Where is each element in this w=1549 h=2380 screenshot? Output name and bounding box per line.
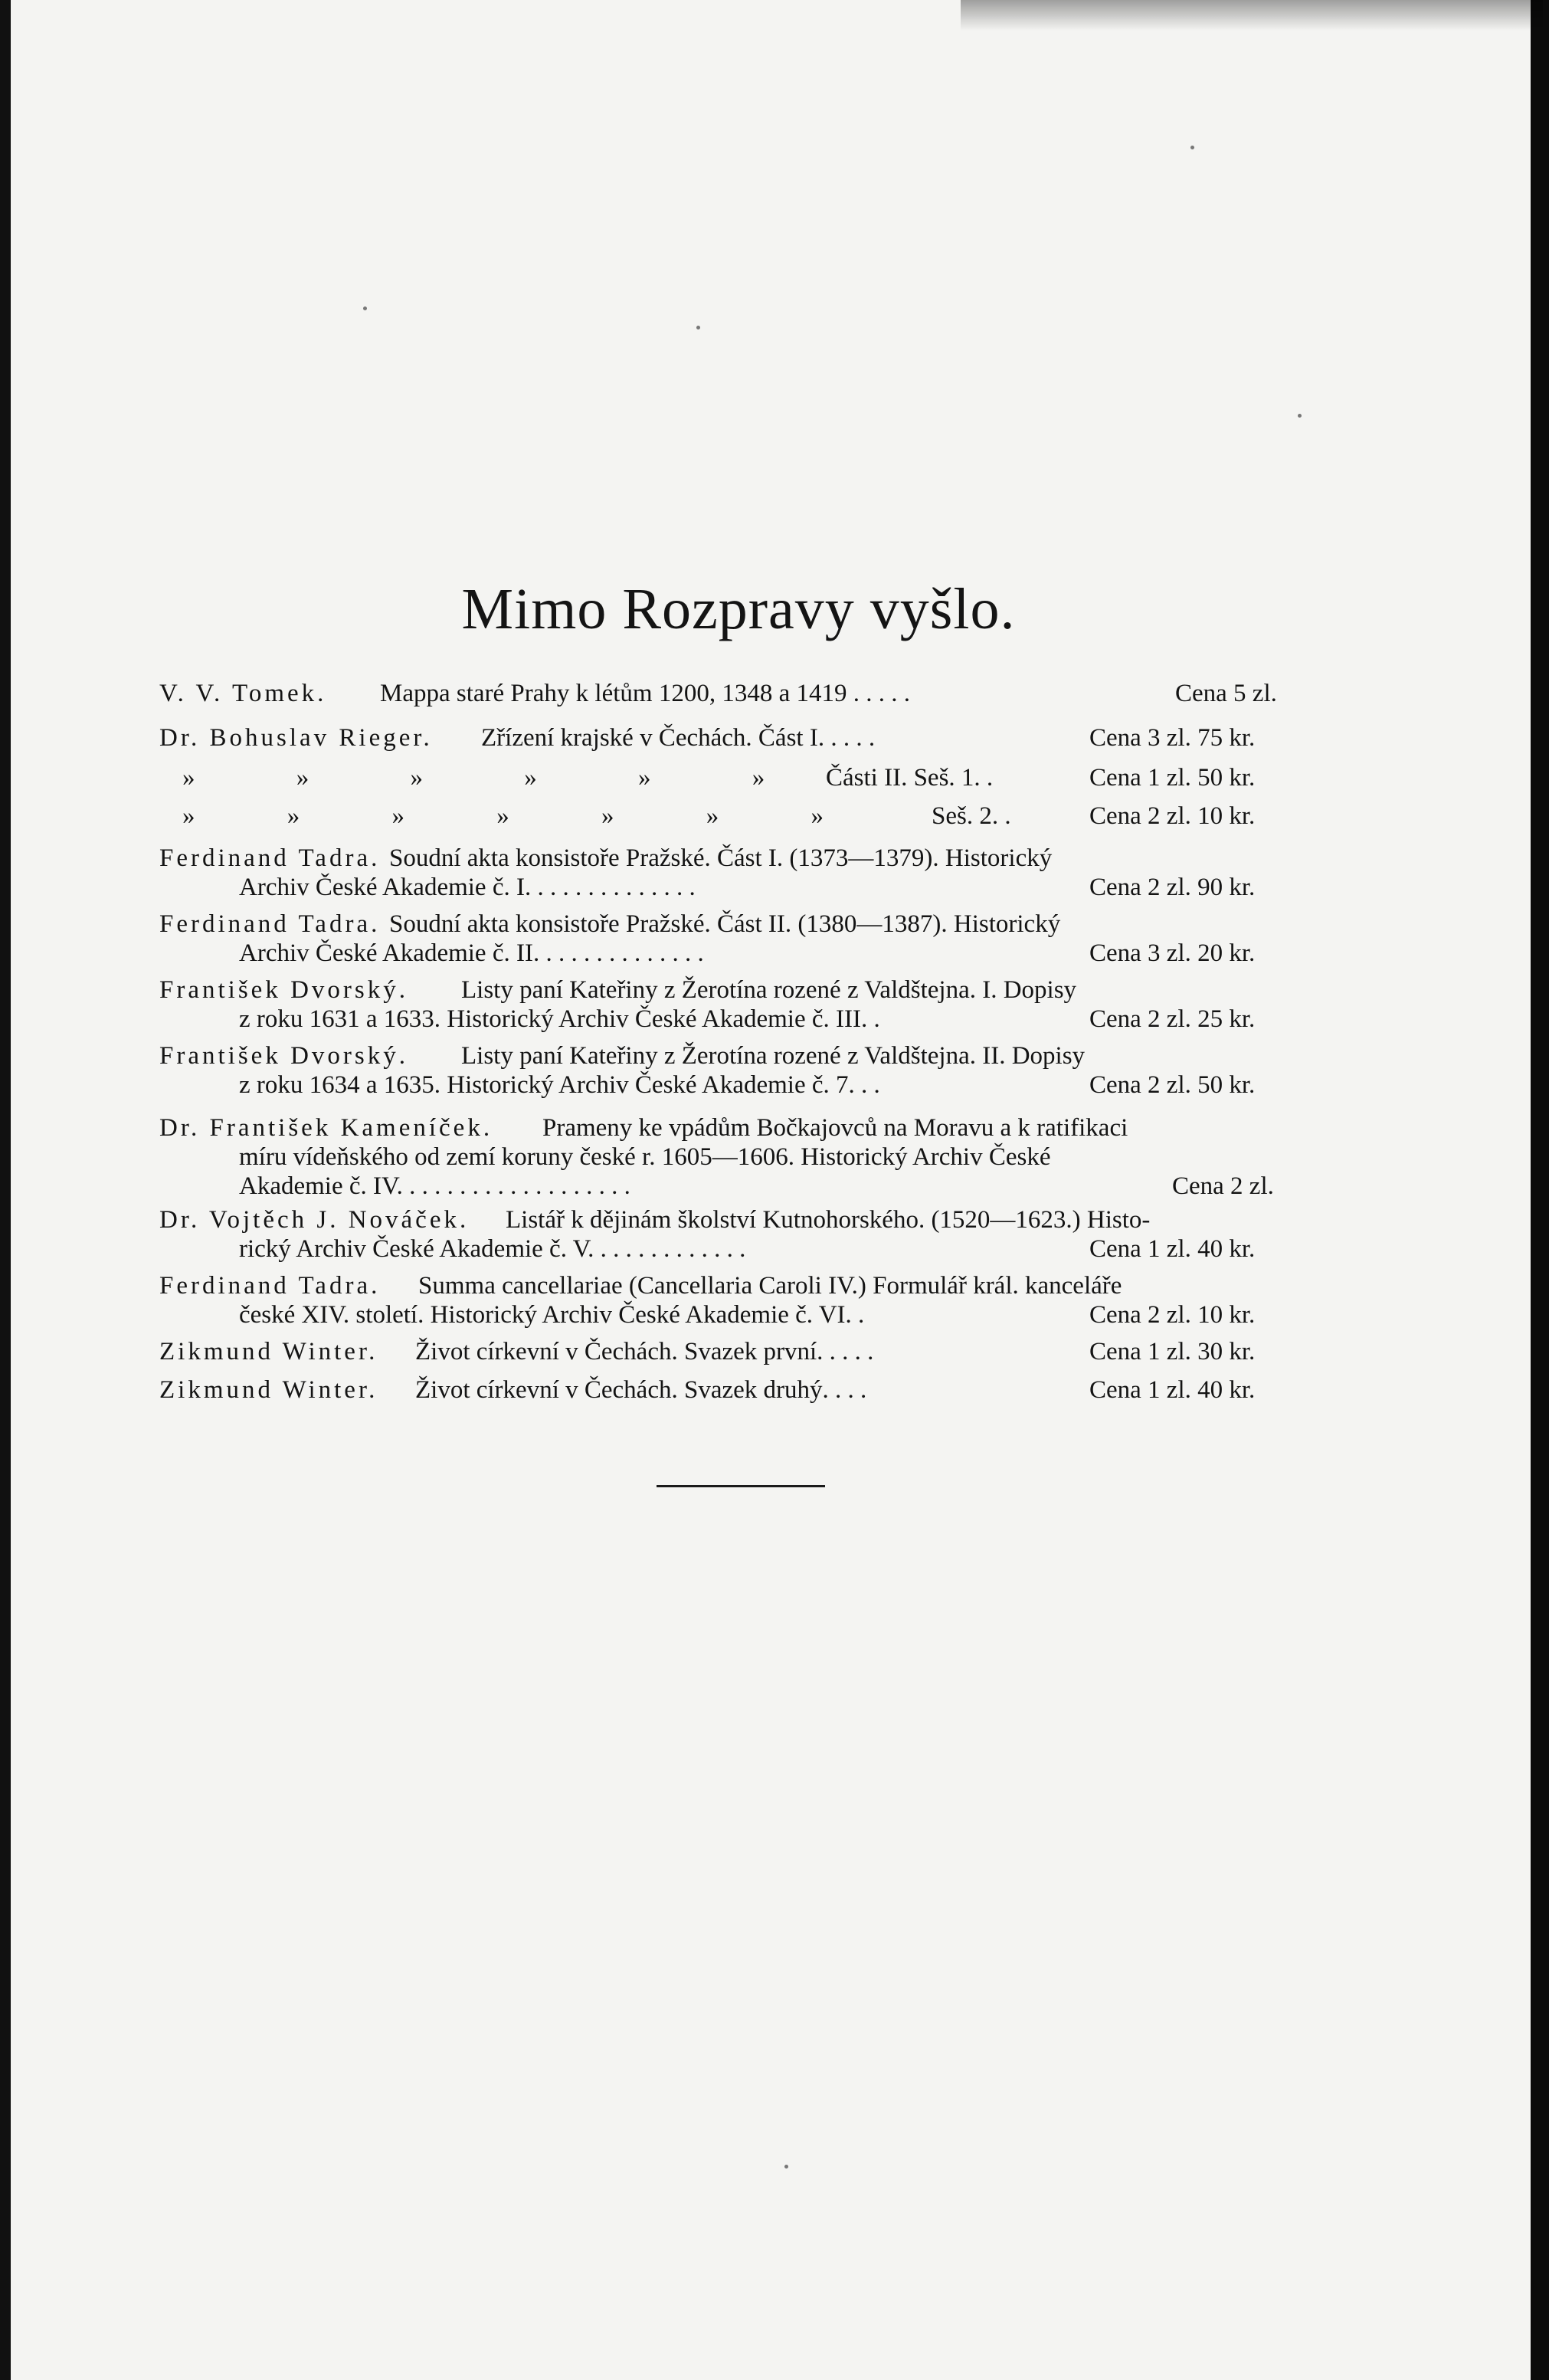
entry-text: Listy paní Kateřiny z Žerotína rozené z Valdštejna. II. Dopisy (461, 1042, 1086, 1070)
page-title: Mimo Rozpravy vyšlo. (461, 577, 1016, 641)
entry-author: Ferdinand Tadra. (159, 910, 381, 938)
entry-text: Archiv České Akademie č. II. . . . . . . . . . . . . . (239, 939, 704, 967)
scan-speck (1298, 414, 1302, 418)
entry-price: Cena 5 zl. (1175, 680, 1277, 707)
entry-price: Cena 3 zl. 75 kr. (1089, 724, 1256, 752)
entry-price: Cena 2 zl. 10 kr. (1089, 802, 1256, 830)
entry-price: Cena 1 zl. 30 kr. (1089, 1338, 1256, 1365)
scan-right-edge (1531, 0, 1549, 2380)
scan-speck (696, 326, 700, 329)
entry-text: Soudní akta konsistoře Pražské. Část I. (1373—1379). Historický (389, 844, 1053, 872)
scan-left-edge (0, 0, 11, 2380)
list-item (159, 1336, 1324, 1367)
entry-price: Cena 1 zl. 40 kr. (1089, 1235, 1256, 1263)
entry-text: Akademie č. IV. . . . . . . . . . . . . . . . . . . (239, 1172, 630, 1200)
entry-price: Cena 2 zl. 25 kr. (1089, 1005, 1256, 1033)
entry-text: rický Archiv České Akademie č. V. . . . . . . . . . . . . (239, 1235, 746, 1263)
list-item (159, 801, 1324, 831)
entry-price: Cena 2 zl. 50 kr. (1089, 1071, 1256, 1099)
entry-price: Cena 3 zl. 20 kr. (1089, 939, 1256, 967)
list-item (159, 723, 1324, 753)
entry-text: z roku 1634 a 1635. Historický Archiv České Akademie č. 7. . . (239, 1071, 880, 1099)
entry-author: Ferdinand Tadra. (159, 1272, 381, 1300)
entry-text: Prameny ke vpádům Bočkajovců na Moravu a k ratifikaci (542, 1114, 1128, 1142)
scan-speck (1190, 146, 1194, 149)
entry-author: František Dvorský. (159, 1042, 408, 1070)
list-item (159, 678, 1324, 709)
scan-top-shadow (961, 0, 1543, 31)
entry-price: Cena 2 zl. 90 kr. (1089, 874, 1256, 901)
list-item (159, 975, 1324, 1036)
entry-text: míru vídeňského od zemí koruny české r. 1605—1606. Historický Archiv České (239, 1143, 1051, 1171)
entry-ditto-marks: » » » » » » (182, 764, 813, 792)
list-item (159, 843, 1324, 904)
entry-text: Části II. Seš. 1. . (826, 764, 994, 792)
entry-price: Cena 1 zl. 50 kr. (1089, 764, 1256, 792)
list-item (159, 1375, 1324, 1405)
closing-rule (657, 1485, 825, 1487)
list-item (159, 1205, 1324, 1266)
entry-text: Život církevní v Čechách. Svazek první. . . . . (415, 1338, 874, 1365)
entry-text: Seš. 2. . (932, 802, 1011, 830)
entry-author: Zikmund Winter. (159, 1376, 378, 1404)
list-item (159, 762, 1324, 793)
entry-price: Cena 2 zl. (1172, 1172, 1274, 1200)
list-item (159, 909, 1324, 970)
entry-text: z roku 1631 a 1633. Historický Archiv České Akademie č. III. . (239, 1005, 880, 1033)
entry-text: Archiv České Akademie č. I. . . . . . . . . . . . . . (239, 874, 696, 901)
entry-text: Listář k dějinám školství Kutnohorského. (1520—1623.) Histo- (506, 1206, 1151, 1234)
entry-text: Listy paní Kateřiny z Žerotína rozené z Valdštejna. I. Dopisy (461, 976, 1077, 1004)
entry-author: V. V. Tomek. (159, 680, 327, 707)
entry-text: Zřízení krajské v Čechách. Část I. . . . . (481, 724, 876, 752)
entry-author: František Dvorský. (159, 976, 408, 1004)
list-item (159, 1270, 1324, 1332)
list-item (159, 1041, 1324, 1102)
entry-author: Ferdinand Tadra. (159, 844, 381, 872)
book-page (11, 0, 1531, 2380)
entry-author: Dr. Vojtěch J. Nováček. (159, 1206, 470, 1234)
scan-speck (784, 2165, 788, 2169)
entry-price: Cena 1 zl. 40 kr. (1089, 1376, 1256, 1404)
entry-ditto-marks: » » » » » » » (182, 802, 866, 830)
entry-text: Mappa staré Prahy k létům 1200, 1348 a 1419 . . . . . (380, 680, 910, 707)
list-item (159, 1113, 1324, 1205)
entry-price: Cena 2 zl. 10 kr. (1089, 1301, 1256, 1329)
entry-text: Život církevní v Čechách. Svazek druhý. . . . (415, 1376, 867, 1404)
entry-author: Dr. František Kameníček. (159, 1114, 493, 1142)
entry-author: Zikmund Winter. (159, 1338, 378, 1365)
entry-text: Summa cancellariae (Cancellaria Caroli IV.) Formulář král. kanceláře (418, 1272, 1122, 1300)
entry-author: Dr. Bohuslav Rieger. (159, 724, 433, 752)
entry-text: Soudní akta konsistoře Pražské. Část II. (1380—1387). Historický (389, 910, 1061, 938)
entry-text: české XIV. století. Historický Archiv České Akademie č. VI. . (239, 1301, 865, 1329)
scan-speck (363, 307, 367, 310)
